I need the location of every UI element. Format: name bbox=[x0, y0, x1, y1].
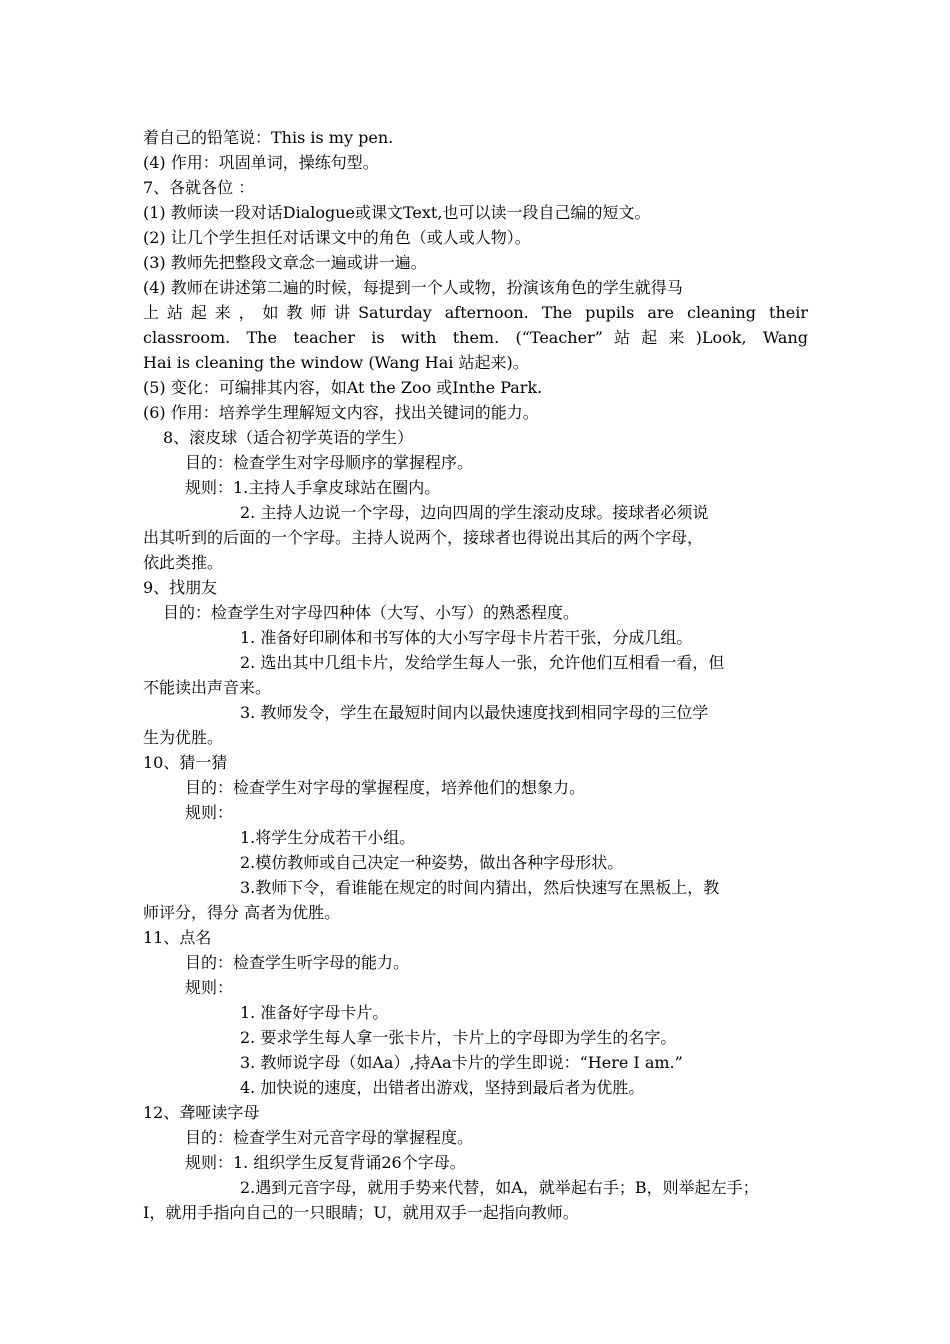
text-line: (4) 教师在讲述第二遍的时候，每提到一个人或物，扮演该角色的学生就得马 bbox=[143, 278, 683, 297]
text-line: 生为优胜。 bbox=[143, 728, 224, 747]
text-line: 2.模仿教师或自己决定一种姿势，做出各种字母形状。 bbox=[240, 853, 624, 872]
text-line: classroom. The teacher is with them. (“Teacher”站起来)Look, Wang bbox=[143, 328, 808, 347]
text-line: 依此类推。 bbox=[143, 553, 224, 572]
text-line: 规则：1.主持人手拿皮球站在圈内。 bbox=[185, 478, 441, 497]
text-line: 1. 准备好字母卡片。 bbox=[240, 1003, 389, 1022]
text-line: (1) 教师读一段对话Dialogue或课文Text,也可以读一段自己编的短文。 bbox=[143, 203, 651, 222]
section-heading: 11、点名 bbox=[143, 928, 212, 947]
section-heading: 12、聋哑读字母 bbox=[143, 1103, 260, 1122]
text-line: 3. 教师发令，学生在最短时间内以最快速度找到相同字母的三位学 bbox=[240, 703, 709, 722]
text-line: (3) 教师先把整段文章念一遍或讲一遍。 bbox=[143, 253, 427, 272]
text-line: 3.教师下令，看谁能在规定的时间内猜出，然后快速写在黑板上，教 bbox=[240, 878, 720, 897]
text-line: 1. 准备好印刷体和书写体的大小写字母卡片若干张，分成几组。 bbox=[240, 628, 693, 647]
text-line: 规则： bbox=[185, 803, 234, 822]
text-line: (6) 作用：培养学生理解短文内容，找出关键词的能力。 bbox=[143, 403, 539, 422]
text-line: 上站起来，如教师讲Saturday afternoon. The pupils are cleaning their bbox=[143, 303, 808, 322]
text-line: 2. 要求学生每人拿一张卡片，卡片上的字母即为学生的名字。 bbox=[240, 1028, 677, 1047]
text-line: Hai is cleaning the window (Wang Hai 站起来)。 bbox=[143, 353, 529, 372]
text-line: 目的：检查学生对字母顺序的掌握程序。 bbox=[185, 453, 474, 472]
section-heading: 7、各就各位 ： bbox=[143, 178, 255, 197]
section-heading: 9、找朋友 bbox=[143, 578, 218, 597]
text-line: 3. 教师说字母（如Aa）,持Aa卡片的学生即说：“Here I am.” bbox=[240, 1053, 683, 1072]
text-line: 不能读出声音来。 bbox=[143, 678, 272, 697]
text-line: 1.将学生分成若干小组。 bbox=[240, 828, 416, 847]
text-line: 目的：检查学生对元音字母的掌握程度。 bbox=[185, 1128, 474, 1147]
text-line: 2.遇到元音字母，就用手势来代替，如A，就举起右手；B，则举起左手； bbox=[240, 1178, 759, 1197]
section-heading: 10、猜一猜 bbox=[143, 753, 228, 772]
text-line: 着自己的铅笔说：This is my pen. bbox=[143, 128, 394, 147]
text-line: (2) 让几个学生担任对话课文中的角色（或人或人物）。 bbox=[143, 228, 531, 247]
text-line: 出其听到的后面的一个字母。主持人说两个，接球者也得说出其后的两个字母， bbox=[143, 528, 704, 547]
text-line: 目的：检查学生对字母的掌握程度，培养他们的想象力。 bbox=[185, 778, 586, 797]
text-line: 规则：1. 组织学生反复背诵26个字母。 bbox=[185, 1153, 466, 1172]
text-line: 4. 加快说的速度，出错者出游戏，坚持到最后者为优胜。 bbox=[240, 1078, 645, 1097]
text-line: 目的：检查学生听字母的能力。 bbox=[185, 953, 410, 972]
text-line: 2. 选出其中几组卡片，发给学生每人一张，允许他们互相看一看，但 bbox=[240, 653, 725, 672]
section-heading: 8、滚皮球（适合初学英语的学生） bbox=[163, 428, 414, 447]
text-line: (4) 作用：巩固单词，操练句型。 bbox=[143, 153, 379, 172]
text-line: I，就用手指向自己的一只眼睛；U，就用双手一起指向教师。 bbox=[143, 1203, 579, 1222]
text-line: 目的：检查学生对字母四种体（大写、小写）的熟悉程度。 bbox=[163, 603, 580, 622]
text-line: (5) 变化：可编排其内容，如At the Zoo 或Inthe Park. bbox=[143, 378, 543, 397]
text-line: 师评分，得分 高者为优胜。 bbox=[143, 903, 341, 922]
text-line: 2. 主持人边说一个字母，边向四周的学生滚动皮球。接球者必须说 bbox=[240, 503, 709, 522]
text-line: 规则： bbox=[185, 978, 234, 997]
